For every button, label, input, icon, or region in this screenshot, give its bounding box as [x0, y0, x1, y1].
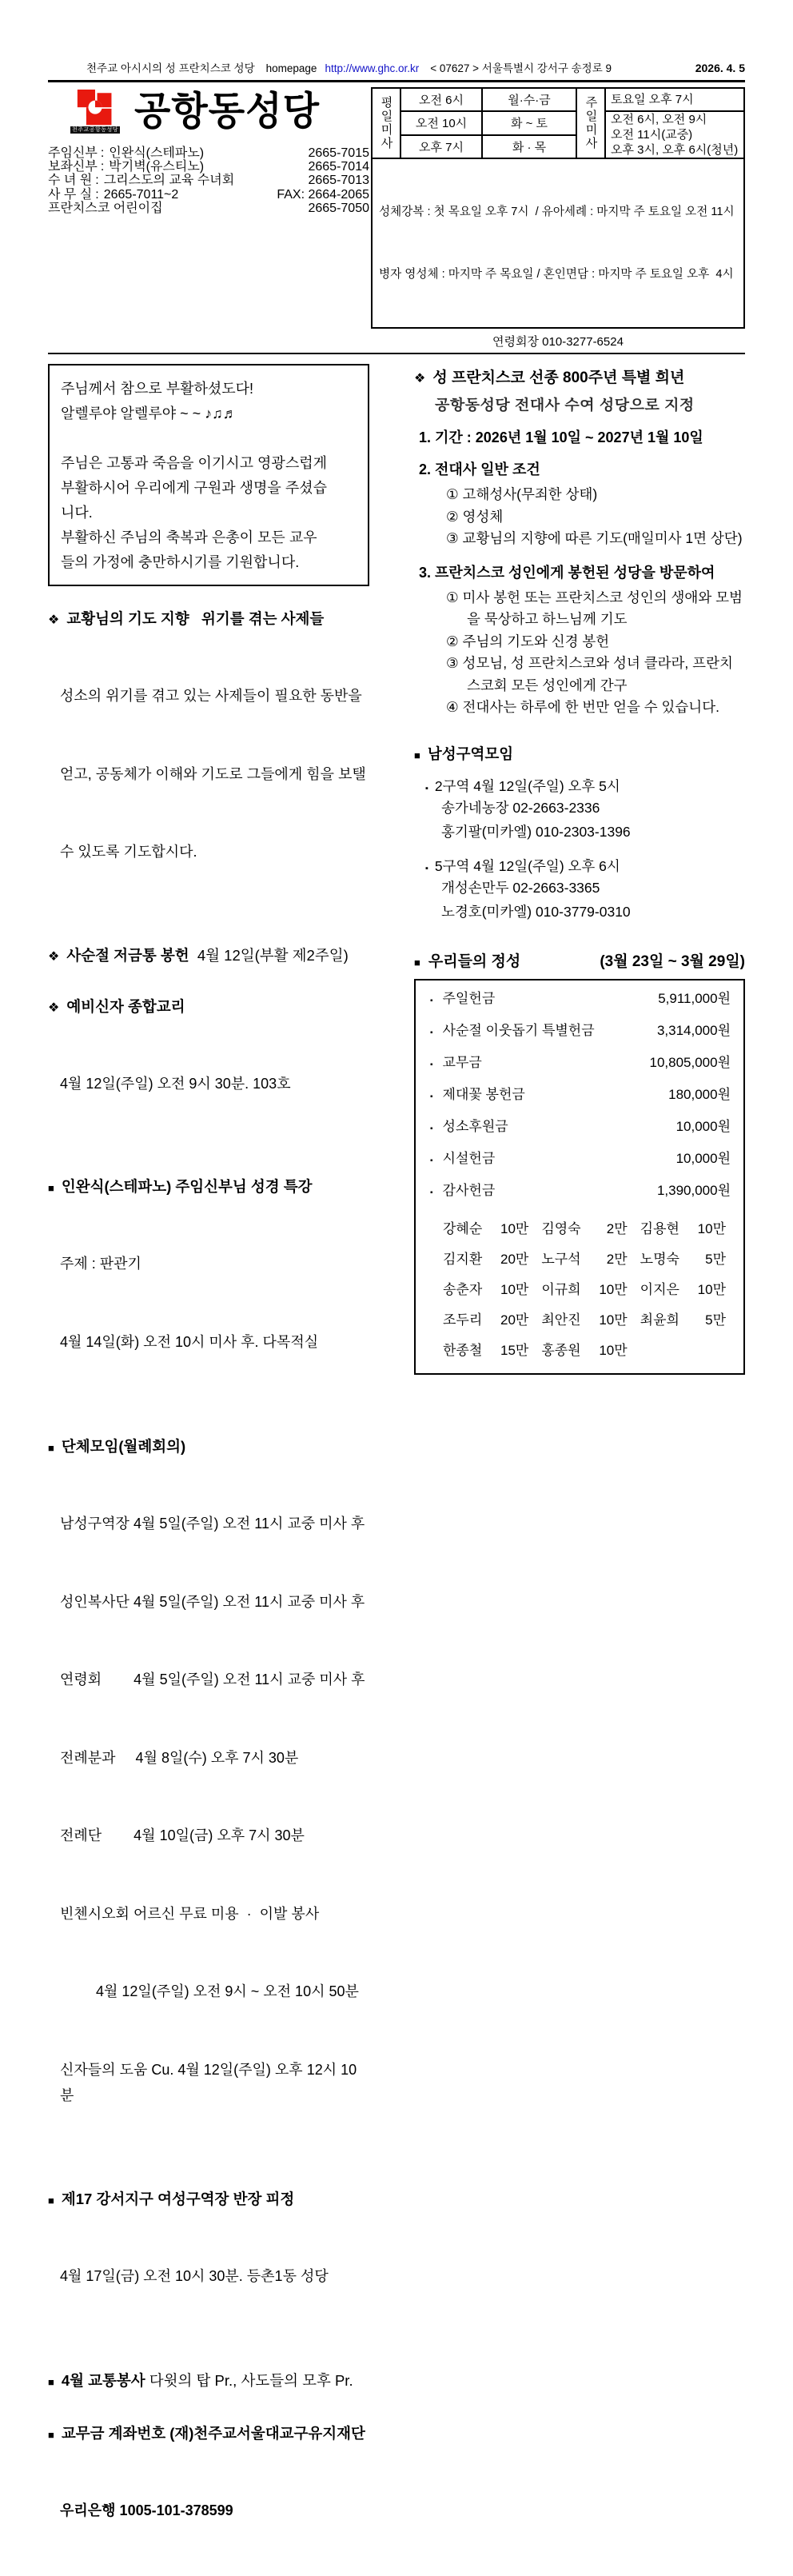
donor-amount: 10만 — [500, 1220, 529, 1236]
logo-caption: 천주교공항동성당 — [71, 127, 119, 133]
body-line: 4월 14일(화) 오전 10시 미사 후. 다목적실 — [60, 1333, 319, 1350]
offering-amount: 180,000원 — [668, 1086, 731, 1102]
sunday-time-line: 오전 6시, 오전 9시 — [611, 113, 707, 126]
section-title: 남성구역모임 — [427, 745, 514, 762]
donor-name: 노명숙 — [640, 1251, 679, 1267]
section-offerings — [414, 949, 745, 1375]
donor-amount: 20만 — [500, 1251, 529, 1267]
offering-label: 교무금 — [442, 1054, 482, 1070]
section-women-retreat — [48, 2188, 369, 2342]
offering-row — [416, 1115, 743, 1147]
body-line: 빈첸시오회 어르신 무료 미용 · 이발 봉사 — [60, 1905, 320, 1922]
contact-value: 박기벽(유스티노) — [109, 160, 205, 174]
mens-group-line: 홍기팔(미카엘) 010-2303-1396 — [441, 823, 631, 840]
square-bullet-icon: ■ — [414, 956, 420, 968]
sunday-mass-label: 주일미사 — [576, 88, 605, 158]
square-bullet-icon: ■ — [48, 1442, 54, 1454]
contact-phone: 2665-7050 — [308, 201, 369, 215]
mens-group-line: 송가네농장 02-2663-2336 — [441, 799, 600, 816]
jubilee-title: 성 프란치스코 선종 800주년 특별 희년 — [432, 369, 685, 386]
homepage-label: homepage — [265, 62, 317, 74]
donor-name: 송춘자 — [443, 1281, 483, 1297]
section-jubilee — [414, 365, 745, 719]
section-title: 단체모임(월례회의) — [61, 1438, 186, 1455]
section-detail: 다윗의 탑 Pr., 사도들의 모후 Pr. — [145, 2372, 353, 2389]
header-divider — [48, 353, 745, 354]
donor-name: 노구석 — [541, 1251, 581, 1267]
mass-schedule-table — [371, 87, 745, 159]
easter-line: 알렐루야 알렐루야 ~ ~ ♪♫♬ — [61, 405, 237, 421]
section-title: 교황님의 기도 지향 위기를 겪는 사제들 — [66, 610, 325, 627]
jubilee-subitem: ② 영성체 — [446, 508, 504, 525]
donor-entry — [443, 1278, 528, 1298]
contact-value: 그리스도의 교육 수녀회 — [103, 174, 235, 188]
mass-days: 화 · 목 — [482, 135, 576, 159]
church-address: < 07627 > 서울특별시 강서구 송정로 9 — [430, 62, 612, 74]
donor-amount: 10만 — [500, 1281, 529, 1297]
body-line: 남성구역장 4월 5일(주일) 오전 11시 교중 미사 후 — [60, 1516, 365, 1532]
body-line: 얻고, 공동체가 이해와 기도로 그들에게 힘을 보탤 — [60, 765, 366, 782]
right-column — [414, 364, 745, 2576]
sunday-mass-times — [605, 111, 744, 158]
body-line: 전례분과 4월 8일(수) 오후 7시 30분 — [60, 1749, 299, 1766]
jubilee-item: 1. 기간 : 2026년 1월 10일 ~ 2027년 1월 10일 — [419, 429, 703, 445]
donor-name: 최안진 — [541, 1312, 581, 1328]
yeonryeong-contact: 연령회장 010-3277-6524 — [492, 335, 624, 349]
offering-label: 주일헌금 — [442, 990, 496, 1006]
small-square-bullet-icon: ▪ — [430, 1092, 433, 1101]
section-account — [48, 2422, 369, 2576]
body-line: 연령회 4월 5일(주일) 오전 11시 교중 미사 후 — [60, 1671, 365, 1687]
donor-entry — [443, 1339, 528, 1359]
contact-row — [48, 188, 369, 202]
sunday-time-line: 오후 3시, 오후 6시(청년) — [611, 143, 739, 157]
section-group-meetings — [48, 1436, 369, 2161]
donor-entry — [541, 1308, 627, 1328]
contact-row — [48, 202, 369, 215]
donor-amount: 10만 — [697, 1220, 726, 1236]
small-square-bullet-icon: ▪ — [430, 1028, 433, 1037]
donor-name: 김지환 — [443, 1251, 483, 1267]
homepage-url-link[interactable]: http://www.ghc.or.kr — [325, 62, 420, 74]
mass-days: 화 ~ 토 — [482, 111, 576, 135]
donor-entry — [443, 1308, 528, 1328]
offerings-box — [414, 979, 745, 1375]
contact-value: 2665-7011~2 — [103, 187, 179, 202]
diamond-bullet-icon: ❖ — [48, 613, 60, 627]
contact-value: 인완식(스테파노) — [109, 146, 205, 160]
bulletin-page — [0, 59, 793, 2576]
colon: : — [100, 160, 105, 174]
weekday-mass-label: 평일미사 — [372, 88, 400, 158]
sunday-time-line: 오전 11시(교중) — [611, 128, 693, 142]
offering-row — [416, 1179, 743, 1211]
easter-line: 들의 가정에 충만하시기를 기원합니다. — [61, 554, 300, 570]
square-bullet-icon: ■ — [414, 749, 420, 761]
easter-line: 주님은 고통과 죽음을 이기시고 영광스럽게 — [61, 455, 327, 471]
mens-group-line: 노경호(미카엘) 010-3779-0310 — [441, 903, 631, 920]
mens-group-line: 개성손만두 02-2663-3365 — [441, 879, 600, 896]
parish-logo — [66, 90, 125, 134]
donor-name: 홍종원 — [541, 1342, 581, 1358]
diamond-bullet-icon: ❖ — [48, 949, 60, 964]
body-line: 4월 12일(주일) 오전 9시 ~ 오전 10시 50분 — [60, 1983, 359, 1999]
donor-name: 조두리 — [443, 1312, 483, 1328]
donor-entry — [640, 1278, 726, 1298]
body-line: 4월 12일(주일) 오전 9시 30분. 103호 — [60, 1075, 291, 1092]
contact-row — [48, 146, 369, 160]
square-bullet-icon: ■ — [48, 2194, 54, 2207]
diamond-bullet-icon: ❖ — [414, 372, 426, 385]
section-title: 제17 강서지구 여성구역장 반장 피정 — [61, 2190, 295, 2207]
offering-row — [416, 1083, 743, 1115]
contact-label: 사 무 실 — [48, 187, 93, 202]
mens-group — [414, 776, 745, 844]
offering-amount: 3,314,000원 — [656, 1022, 731, 1038]
jubilee-subitem: ④ 전대사는 하루에 한 번만 얻을 수 있습니다. — [446, 699, 719, 715]
donor-entry — [541, 1248, 627, 1268]
mass-time: 오전 6시 — [400, 88, 482, 111]
donor-entry-empty — [640, 1339, 726, 1359]
contact-row — [48, 174, 369, 187]
mass-time: 오후 7시 — [400, 135, 482, 159]
offering-label: 감사헌금 — [442, 1182, 496, 1198]
jubilee-subtitle: 공항동성당 전대사 수여 성당으로 지정 — [435, 397, 695, 414]
offering-label: 사순절 이웃돕기 특별헌금 — [442, 1022, 595, 1038]
section-detail: 4월 12일(부활 제2주일) — [189, 946, 349, 964]
mens-group-head: 5구역 4월 12일(주일) 오후 6시 — [434, 857, 620, 874]
offering-amount: 10,000원 — [675, 1150, 731, 1166]
masthead-right — [371, 87, 745, 353]
donor-name: 이지은 — [640, 1281, 679, 1297]
body-line: 수 있도록 기도합시다. — [60, 844, 197, 860]
contact-phone: FAX: 2664-2065 — [277, 187, 369, 202]
body-line: 성인복사단 4월 5일(주일) 오전 11시 교중 미사 후 — [60, 1593, 365, 1610]
offering-row — [416, 987, 743, 1019]
offerings-period: (3월 23일 ~ 3월 29일) — [600, 953, 745, 970]
mens-group — [414, 856, 745, 924]
jubilee-item: 2. 전대사 일반 조건 — [419, 461, 540, 477]
jubilee-subitem: ③ 성모님, 성 프란치스코와 성녀 클라라, 프란치스코회 모든 성인에게 간구 — [446, 655, 733, 693]
donor-list — [416, 1211, 743, 1362]
colon: : — [95, 174, 99, 188]
donor-amount: 2만 — [606, 1251, 628, 1267]
donor-entry — [640, 1248, 726, 1268]
offering-amount: 5,911,000원 — [658, 990, 731, 1006]
donor-amount: 10만 — [599, 1312, 628, 1328]
donor-entry — [640, 1217, 726, 1237]
contact-label: 주임신부 — [48, 146, 98, 160]
small-square-bullet-icon: ▪ — [430, 1188, 433, 1197]
section-catechumen — [48, 996, 369, 1149]
masthead-left — [48, 87, 369, 353]
bulletin-date: 2026. 4. 5 — [695, 62, 745, 74]
diamond-bullet-icon: ❖ — [48, 1000, 60, 1015]
offering-row — [416, 1147, 743, 1179]
colon: : — [95, 187, 99, 202]
offering-label: 제대꽃 봉헌금 — [442, 1086, 525, 1102]
jubilee-item: 3. 프란치스코 성인에게 봉헌된 성당을 방문하여 — [419, 564, 715, 581]
section-pope-intention — [48, 608, 369, 917]
parish-title: 공항동성당 — [134, 88, 321, 134]
donor-name: 김용현 — [640, 1220, 679, 1236]
body-line: 4월 17일(금) 오전 10시 30분. 등촌1동 성당 — [60, 2267, 329, 2284]
offering-amount: 10,805,000원 — [649, 1054, 731, 1070]
easter-line: 부활하시어 우리에게 구원과 생명을 주셨습 — [61, 480, 327, 496]
donor-entry — [541, 1339, 627, 1359]
donor-entry — [541, 1278, 627, 1298]
donor-name: 김영숙 — [541, 1220, 581, 1236]
contact-label: 수 녀 원 — [48, 174, 93, 188]
contact-list — [48, 146, 369, 215]
section-lent-bank — [48, 945, 369, 965]
square-bullet-icon: ■ — [48, 2376, 54, 2388]
left-column — [48, 364, 369, 2576]
blank-line — [61, 426, 357, 451]
sacrament-line: 병자 영성체 : 마지막 주 목요일 / 혼인면담 : 마지막 주 토요일 오후 4시 — [379, 268, 734, 281]
offering-amount: 10,000원 — [675, 1118, 731, 1134]
jubilee-subitem: ② 주님의 기도와 신경 봉헌 — [446, 633, 610, 649]
mass-days: 월·수·금 — [482, 88, 576, 111]
small-square-bullet-icon: ▪ — [425, 783, 428, 793]
section-mens-meeting — [414, 743, 745, 924]
mens-group-head: 2구역 4월 12일(주일) 오후 5시 — [434, 777, 620, 794]
masthead — [48, 87, 745, 353]
body-line: 신자들의 도움 Cu. 4월 12일(주일) 오후 12시 10분 — [60, 2061, 357, 2103]
donor-amount: 5만 — [705, 1251, 726, 1267]
donor-amount: 10만 — [599, 1281, 628, 1297]
section-title: 교무금 계좌번호 (재)천주교서울대교구유지재단 — [61, 2425, 365, 2442]
body-line: 성소의 위기를 겪고 있는 사제들이 필요한 동반을 — [60, 688, 362, 704]
contact-phone: 2665-7014 — [308, 160, 369, 174]
easter-line: 니다. — [61, 505, 93, 521]
body-line: 주제 : 판관기 — [60, 1256, 141, 1272]
donor-name: 한종철 — [443, 1342, 483, 1358]
donor-entry — [541, 1217, 627, 1237]
contact-label: 보좌신부 — [48, 160, 98, 174]
donor-entry — [443, 1248, 528, 1268]
contact-phone: 2665-7015 — [308, 146, 369, 160]
easter-line: 부활하신 주님의 축복과 은총이 모든 교우 — [61, 529, 317, 545]
church-name-line: 천주교 아시시의 성 프란치스코 성당 — [86, 62, 255, 74]
colon: : — [100, 146, 105, 160]
section-title: 인완식(스테파노) 주임신부님 성경 특강 — [61, 1178, 313, 1195]
donor-amount: 2만 — [606, 1220, 628, 1236]
jubilee-subitem: ① 미사 봉헌 또는 프란치스코 성인의 생애와 모범을 묵상하고 하느님께 기도 — [446, 589, 743, 627]
donor-entry — [443, 1217, 528, 1237]
donor-amount: 10만 — [599, 1342, 628, 1358]
body-line: 전례단 4월 10일(금) 오후 7시 30분 — [60, 1827, 305, 1843]
section-title: 예비신자 종합교리 — [66, 997, 185, 1015]
contact-row — [48, 160, 369, 174]
offering-amount: 1,390,000원 — [656, 1182, 731, 1198]
section-traffic-service — [48, 2370, 369, 2390]
jubilee-subitem: ③ 교황님의 지향에 따른 기도(매일미사 1면 상단) — [446, 530, 743, 546]
offering-label: 성소후원금 — [442, 1118, 508, 1134]
donor-amount: 10만 — [697, 1281, 726, 1297]
top-header — [48, 59, 745, 82]
square-bullet-icon: ■ — [48, 1182, 54, 1194]
saturday-mass-row: 토요일 오후 7시 — [605, 88, 744, 111]
easter-message-box — [48, 364, 369, 586]
small-square-bullet-icon: ▪ — [430, 996, 433, 1005]
sacrament-schedule — [371, 159, 745, 329]
donor-amount: 15만 — [500, 1342, 529, 1358]
donor-name: 이규희 — [541, 1281, 581, 1297]
donor-entry — [640, 1308, 726, 1328]
offering-row — [416, 1051, 743, 1083]
contact-phone: 2665-7013 — [308, 174, 369, 188]
account-number: 우리은행 1005-101-378599 — [60, 2502, 233, 2518]
section-title: 사순절 저금통 봉헌 — [66, 946, 189, 964]
section-bible-lecture — [48, 1176, 369, 1407]
contact-label: 프란치스코 어린이집 — [48, 201, 163, 215]
offering-row — [416, 1019, 743, 1051]
easter-line: 주님께서 참으로 부활하셨도다! — [61, 381, 254, 397]
jubilee-subitem: ① 고해성사(무죄한 상태) — [446, 486, 598, 502]
small-square-bullet-icon: ▪ — [430, 1124, 433, 1133]
mass-time: 오전 10시 — [400, 111, 482, 135]
donor-amount: 20만 — [500, 1312, 529, 1328]
offerings-title: 우리들의 정성 — [428, 953, 521, 970]
donor-name: 최윤희 — [640, 1312, 679, 1328]
sacrament-line: 성체강복 : 첫 목요일 오후 7시 / 유아세례 : 마지막 주 토요일 오전 11시 — [379, 206, 735, 218]
offering-label: 시설헌금 — [442, 1150, 496, 1166]
small-square-bullet-icon: ▪ — [430, 1156, 433, 1165]
small-square-bullet-icon: ▪ — [425, 863, 428, 873]
parish-logo-icon — [74, 90, 116, 126]
donor-amount: 5만 — [705, 1312, 726, 1328]
square-bullet-icon: ■ — [48, 2429, 54, 2441]
donor-name: 강혜순 — [443, 1220, 483, 1236]
small-square-bullet-icon: ▪ — [430, 1060, 433, 1069]
section-title: 4월 교통봉사 — [61, 2372, 145, 2389]
